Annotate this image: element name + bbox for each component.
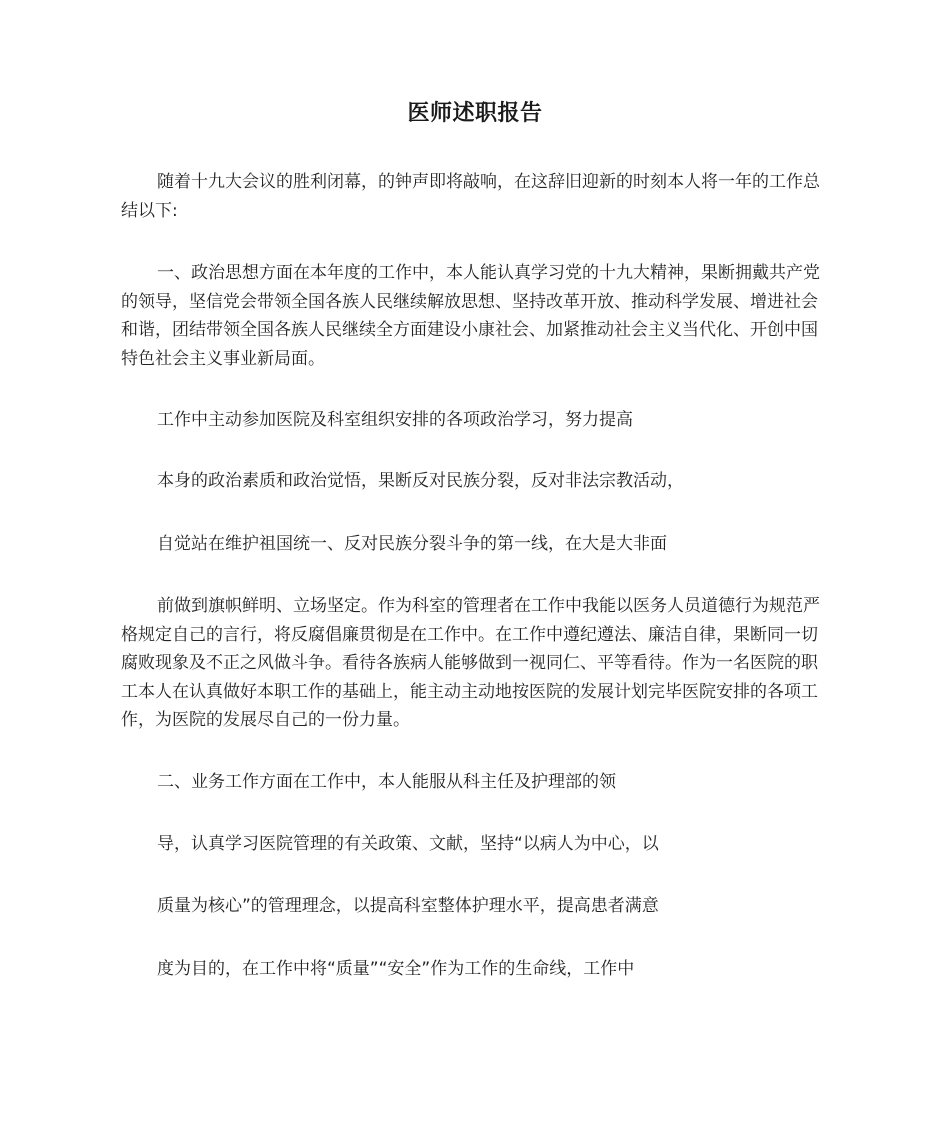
- paragraph-political-thought: 一、政治思想方面在本年度的工作中，本人能认真学习党的十九大精神，果断拥戴共产党的领导，坚信党会带领全国各族人民继续解放思想、坚持改革开放、推动科学发展、增进社会和谐，团结带领全国各族人民继续全方面建设小康社会、加紧推动社会主义当代化、开创中国特色社会主义事业新局面。: [121, 263, 820, 369]
- paragraph-unity: 自觉站在维护祖国统一、反对民族分裂斗争的第一线，在大是大非面: [157, 534, 667, 554]
- paragraph-management-study: 导，认真学习医院管理的有关政策、文献，坚持“以病人为中心，以: [157, 834, 659, 854]
- document-title: 医师述职报告: [407, 101, 543, 126]
- paragraph-safety: 度为目的，在工作中将“质量”“安全”作为工作的生命线，工作中: [157, 959, 635, 979]
- paragraph-conduct: 前做到旗帜鲜明、立场坚定。作为科室的管理者在工作中我能以医务人员道德行为规范严格规定自己的言行，将反腐倡廉贯彻是在工作中。在工作中遵纪遵法、廉洁自律，果断同一切腐败现象及不正之风做斗争。看待各族病人能够做到一视同仁、平等看待。作为一名医院的职工本人在认真做好本职工作的基础上，能主动主动地按医院的发展计划完毕医院安排的各项工作，为医院的发展尽自己的一份力量。: [121, 596, 820, 730]
- paragraph-business-work: 二、业务工作方面在工作中，本人能服从科主任及护理部的领: [157, 772, 616, 792]
- paragraph-political-study: 工作中主动参加医院及科室组织安排的各项政治学习，努力提高: [157, 410, 633, 430]
- paragraph-quality-core: 质量为核心”的管理理念，以提高科室整体护理水平，提高患者满意: [157, 896, 659, 916]
- paragraph-political-quality: 本身的政治素质和政治觉悟，果断反对民族分裂，反对非法宗教活动，: [157, 471, 684, 491]
- paragraph-intro: 随着十九大会议的胜利闭幕，的钟声即将敲响，在这辞旧迎新的时刻本人将一年的工作总结以下:: [121, 172, 820, 221]
